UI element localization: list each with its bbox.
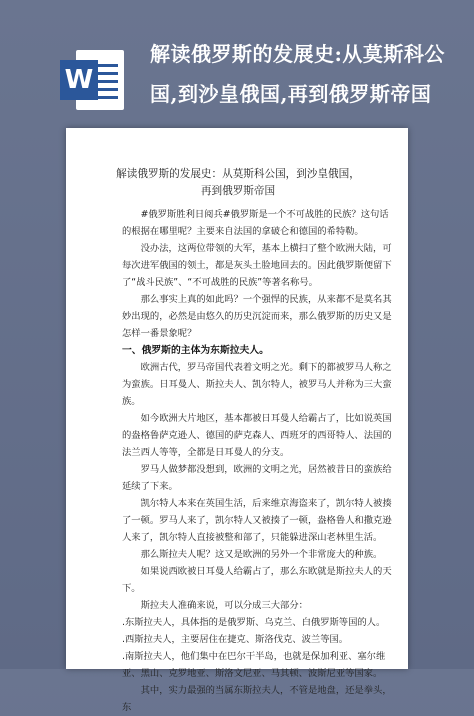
paragraph: 如果说西欧被日耳曼人给霸占了，那么东欧就是斯拉夫人的天下。 [122,566,392,594]
word-document-icon [60,50,124,110]
header-banner [0,0,474,140]
document-body [122,206,392,716]
list-item: .西斯拉夫人，主要居住在捷克、斯洛伐克、波兰等国。 [122,634,349,645]
paragraph: 罗马人做梦都没想到，欧洲的文明之光，居然被昔日的蛮族给延续了下来。 [122,464,392,492]
paragraph: 斯拉夫人准确来说，可以分成三大部分： [140,600,308,611]
paragraph: 欧洲古代，罗马帝国代表着文明之光。剩下的都被罗马人称之为蛮族。日耳曼人、斯拉夫人、凯尔特人，被罗马人并称为三大蛮族。 [122,362,392,407]
paragraph: 如今欧洲大片地区，基本都被日耳曼人给霸占了，比如说英国的盎格鲁萨克逊人、德国的萨克森人、西班牙的西哥特人、法国的法兰西人等等，全都是日耳曼人的分支。 [122,413,392,458]
section-heading: 一、俄罗斯的主体为东斯拉夫人。 [122,345,269,356]
list-item: .南斯拉夫人，他们集中在巴尔干半岛，也就是保加利亚、塞尔维亚、黑山、克罗地亚、斯洛文尼亚、马其顿、波斯尼亚等国家。 [122,651,386,679]
paragraph: 那么斯拉夫人呢？这又是欧洲的另外一个非常庞大的种族。 [140,549,383,560]
document-title: 解读俄罗斯的发展史：从莫斯科公国，到沙皇俄国，再到俄罗斯帝国 [116,168,360,197]
header-title: 解读俄罗斯的发展史:从莫斯科公国,到沙皇俄国,再到俄罗斯帝国 [150,42,445,106]
paragraph: 凯尔特人本来在英国生活，后来维京海盗来了，凯尔特人被揍了一顿。罗马人来了，凯尔特人又被揍了一顿，盎格鲁人和撒克逊人来了，凯尔特人直接被整和部了，只能躲进深山老林里生活。 [122,498,392,543]
paragraph: #俄罗斯胜利日阅兵#俄罗斯是一个不可战胜的民族？这句话的根据在哪里呢？主要来自法国的拿破仑和德国的希特勒。 [122,209,389,237]
list-item: .东斯拉夫人，具体指的是俄罗斯、乌克兰、白俄罗斯等国的人。 [122,617,386,628]
paragraph: 那么事实上真的如此吗？一个强悍的民族，从来都不是莫名其妙出现的，必然是由悠久的历史沉淀而来，那么俄罗斯的历史又是怎样一番景象呢？ [122,294,392,339]
paragraph: 其中，实力最强的当属东斯拉夫人，不管是地盘，还是拳头，东 [122,685,392,713]
word-badge: W [60,60,98,100]
document-page [66,128,408,713]
paragraph: 没办法，这两位带领的大军，基本上横扫了整个欧洲大陆，可每次进军俄国的领土，都是灰头土脸地回去的。因此俄罗斯便留下了“战斗民族”、“不可战胜的民族”等著名称号。 [122,243,392,288]
